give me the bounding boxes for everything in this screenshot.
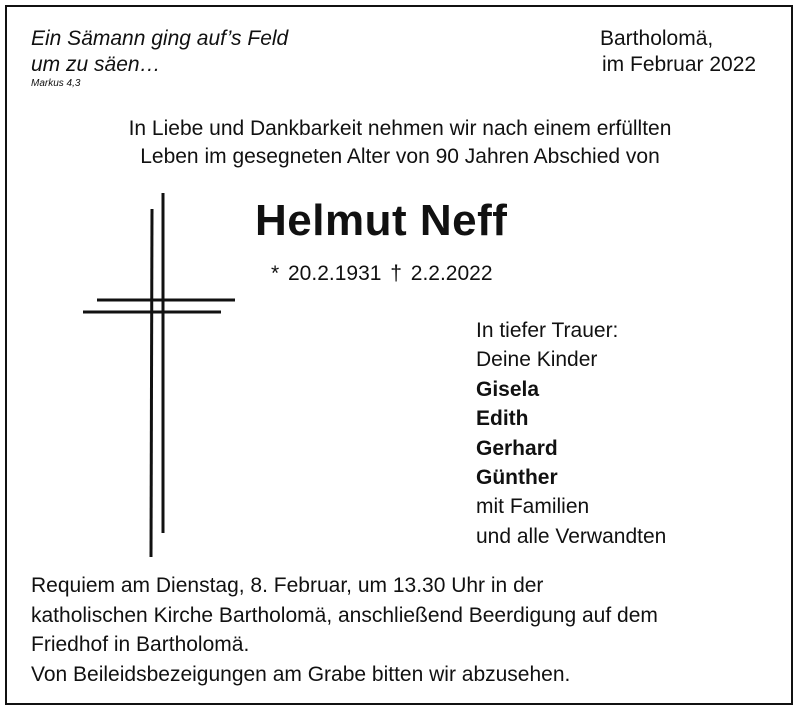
life-dates: * 20.2.1931 † 2.2.2022 [271,262,493,285]
quote-source: Markus 4,3 [31,78,81,89]
children-label: Deine Kinder [476,348,598,372]
relatives-line: und alle Verwandten [476,524,667,548]
intro-line-2: Leben im gesegneten Alter von 90 Jahren Abschied von [140,145,660,168]
child-name: Günther [476,465,558,489]
mourners-heading: In tiefer Trauer: [476,319,619,342]
place: Bartholomä, [600,27,714,50]
child-name: Edith [476,407,529,431]
date-line: im Februar 2022 [602,53,757,76]
child-name: Gerhard [476,436,558,460]
quote-line-1: Ein Sämann ging auf’s Feld [31,27,289,50]
deceased-name: Helmut Neff [255,196,508,245]
notice-line-1: Requiem am Dienstag, 8. Februar, um 13.30 Uhr in der [31,574,544,597]
notice-line-2: katholischen Kirche Bartholomä, anschließend Beerdigung auf dem [31,603,658,627]
cross-icon [75,185,245,565]
quote-line-2: um zu säen… [31,53,161,76]
child-name: Gisela [476,377,540,401]
funeral-notice [31,571,658,689]
bible-quote [31,26,288,78]
notice-line-4: Von Beileidsbezeigungen am Grabe bitten wir abzusehen. [31,662,571,686]
families-line: mit Familien [476,495,590,519]
intro-text [0,115,800,171]
mourners-block [476,316,666,551]
intro-line-1: In Liebe und Dankbarkeit nehmen wir nach einem erfüllten [128,117,672,140]
notice-line-3: Friedhof in Bartholomä. [31,633,250,656]
cross-vertical-left [151,209,152,557]
